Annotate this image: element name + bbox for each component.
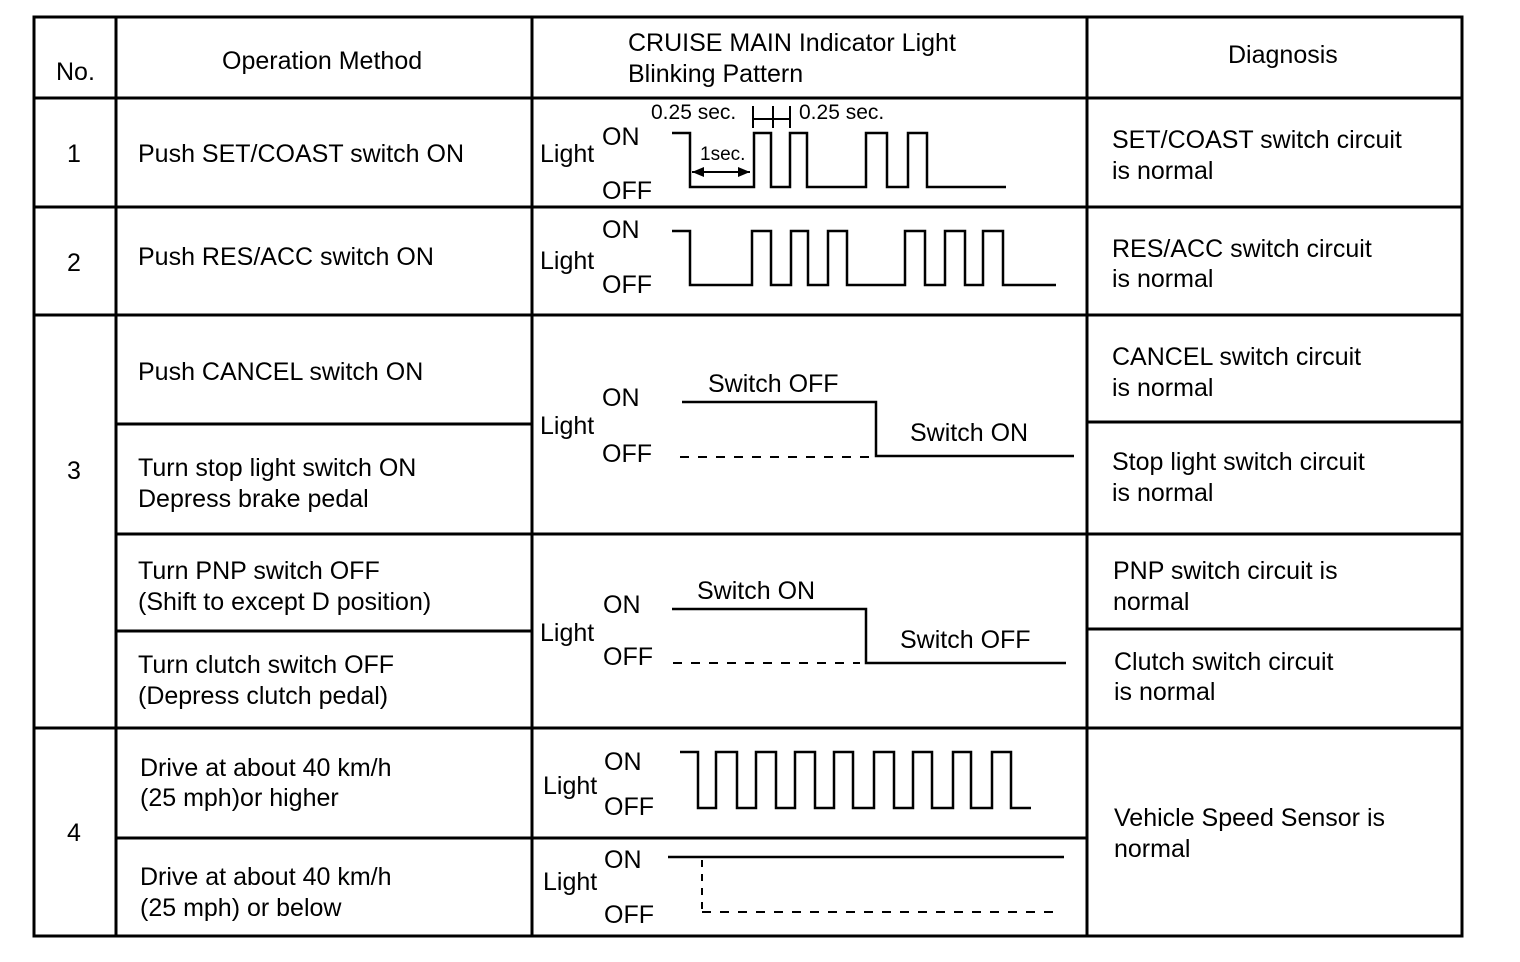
off-label: OFF	[602, 177, 652, 205]
diagnosis-text: Clutch switch circuit	[1114, 648, 1334, 676]
waveform-row3b	[672, 609, 1066, 663]
diagnosis-text: is normal	[1112, 265, 1214, 293]
waveform-row2	[672, 231, 1056, 285]
on-label: ON	[602, 123, 640, 151]
operation-text: Push SET/COAST switch ON	[138, 140, 465, 168]
diagnosis-text: Stop light switch circuit	[1112, 448, 1365, 476]
row-number: 4	[67, 819, 81, 847]
light-label: Light	[540, 619, 595, 647]
switch-state-label: Switch ON	[697, 577, 816, 605]
on-label: ON	[604, 748, 642, 776]
light-label: Light	[540, 247, 595, 275]
diagnosis-text: RES/ACC switch circuit	[1112, 235, 1372, 263]
operation-text: (25 mph) or below	[140, 894, 342, 922]
diagnosis-text: normal	[1113, 588, 1190, 616]
header-no: No.	[56, 58, 95, 86]
header-pattern-line1: CRUISE MAIN Indicator Light	[628, 29, 956, 57]
header-operation-method: Operation Method	[222, 47, 423, 75]
diagnosis-text: normal	[1114, 835, 1191, 863]
operation-text: (Shift to except D position)	[138, 588, 432, 616]
off-label: OFF	[604, 793, 654, 821]
operation-text: Push CANCEL switch ON	[138, 358, 424, 386]
waveform-row4a	[680, 752, 1031, 808]
timing-label: 1sec.	[700, 144, 746, 165]
light-label: Light	[540, 412, 595, 440]
row-number: 1	[67, 140, 81, 168]
operation-text: Turn clutch switch OFF	[138, 651, 395, 679]
diagnosis-text: PNP switch circuit is	[1113, 557, 1338, 585]
on-label: ON	[603, 591, 641, 619]
diagnosis-text: is normal	[1112, 157, 1214, 185]
on-label: ON	[602, 384, 640, 412]
operation-text: Depress brake pedal	[138, 485, 369, 513]
operation-text: (25 mph)or higher	[140, 784, 339, 812]
on-label: ON	[604, 846, 642, 874]
timing-label: 0.25 sec.	[651, 101, 737, 124]
operation-text: Drive at about 40 km/h	[140, 863, 392, 891]
on-label: ON	[602, 216, 640, 244]
diagnosis-text: Vehicle Speed Sensor is	[1114, 804, 1386, 832]
row-number: 2	[67, 249, 81, 277]
operation-text: Turn stop light switch ON	[138, 454, 417, 482]
operation-text: Turn PNP switch OFF	[138, 557, 380, 585]
light-label: Light	[543, 772, 598, 800]
operation-text: Push RES/ACC switch ON	[138, 243, 434, 271]
off-label: OFF	[602, 271, 652, 299]
diagnosis-text: is normal	[1112, 479, 1214, 507]
switch-state-label: Switch OFF	[900, 626, 1031, 654]
diagnosis-text: SET/COAST switch circuit	[1112, 126, 1402, 154]
diagnosis-text: is normal	[1112, 374, 1214, 402]
header-diagnosis: Diagnosis	[1228, 41, 1338, 69]
switch-state-label: Switch OFF	[708, 370, 839, 398]
off-label: OFF	[603, 643, 653, 671]
waveform-row1	[672, 133, 1006, 187]
light-label: Light	[540, 140, 595, 168]
operation-text: Drive at about 40 km/h	[140, 754, 392, 782]
operation-text: (Depress clutch pedal)	[138, 682, 389, 710]
header-pattern-line2: Blinking Pattern	[628, 60, 804, 88]
diagnosis-text: CANCEL switch circuit	[1112, 343, 1362, 371]
switch-state-label: Switch ON	[910, 419, 1029, 447]
off-label: OFF	[604, 901, 654, 929]
light-label: Light	[543, 868, 598, 896]
diagnosis-text: is normal	[1114, 678, 1216, 706]
timing-label: 0.25 sec.	[799, 101, 885, 124]
off-label: OFF	[602, 440, 652, 468]
waveform-row3a	[682, 402, 1074, 456]
row-number: 3	[67, 457, 81, 485]
